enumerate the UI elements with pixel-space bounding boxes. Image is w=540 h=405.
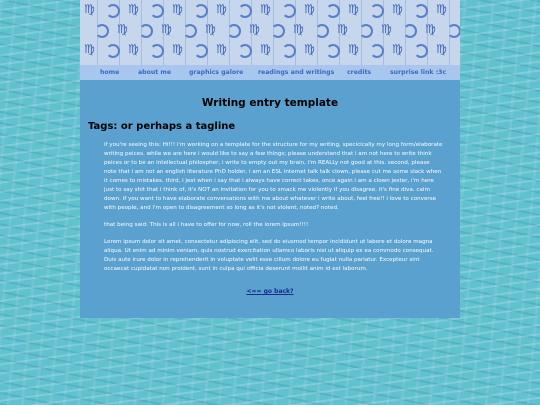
- virgo-icon: ♍: [392, 2, 403, 16]
- header-banner: [80, 0, 460, 65]
- virgo-icon: ♍: [381, 22, 392, 36]
- swirl-icon: [150, 4, 164, 18]
- virgo-icon: ♍: [392, 42, 403, 56]
- nav-link-readings-and-writings[interactable]: readings and writings: [258, 69, 335, 76]
- virgo-icon: ♍: [348, 42, 359, 56]
- nav-bar: [80, 65, 460, 80]
- swirl-icon: [359, 24, 373, 38]
- virgo-icon: ♍: [260, 42, 271, 56]
- virgo-icon: ♍: [172, 42, 183, 56]
- swirl-icon: [447, 24, 460, 38]
- nav-link-credits[interactable]: credits: [347, 69, 372, 76]
- virgo-icon: ♍: [84, 42, 95, 56]
- virgo-icon: ♍: [436, 42, 447, 56]
- nav-link-about-me[interactable]: about me: [138, 69, 172, 76]
- swirl-icon: [227, 24, 241, 38]
- swirl-icon: [139, 24, 153, 38]
- swirl-icon: [238, 44, 252, 58]
- virgo-icon: ♍: [304, 42, 315, 56]
- page-tagline: Tags: or perhaps a tagline: [88, 121, 236, 132]
- virgo-icon: ♍: [216, 42, 227, 56]
- virgo-icon: ♍: [293, 22, 304, 36]
- swirl-icon: [95, 24, 109, 38]
- swirl-icon: [271, 24, 285, 38]
- page-container: [80, 0, 460, 318]
- virgo-icon: ♍: [425, 22, 436, 36]
- nav-link-home[interactable]: home: [100, 69, 120, 76]
- virgo-icon: ♍: [216, 2, 227, 16]
- nav-link-graphics-galore[interactable]: graphics galore: [189, 69, 244, 76]
- virgo-icon: ♍: [260, 2, 271, 16]
- virgo-icon: ♍: [436, 2, 447, 16]
- virgo-icon: ♍: [161, 22, 172, 36]
- virgo-icon: ♍: [128, 2, 139, 16]
- lorem-paragraph: Lorem ipsum dolor sit amet, consectetur adipiscing elit, sed do eiusmod tempor incididunt ut labore et dolore magna aliqua. Ut enim ad minim veniam, quis nostrud exercitation ullamco laboris nisi ut aliquip ex ea commodo consequat. Duis aute irure dolor in reprehenderit in voluptate velit esse cillum dolore eu fugiat nulla pariatur. Excepteur sint occaecat cupidatat non proident, sunt in culpa qui officia deserunt mollit anim id est laborum.: [104, 239, 434, 272]
- virgo-icon: ♍: [304, 2, 315, 16]
- swirl-icon: [194, 4, 208, 18]
- swirl-icon: [414, 4, 428, 18]
- swirl-icon: [106, 44, 120, 58]
- transition-paragraph: that being said: This is all i have to offer for now, roll the lorem ipsum!!!!: [104, 222, 309, 228]
- swirl-icon: [326, 4, 340, 18]
- virgo-icon: ♍: [128, 42, 139, 56]
- swirl-icon: [282, 4, 296, 18]
- swirl-icon: [183, 24, 197, 38]
- virgo-icon: ♍: [172, 2, 183, 16]
- virgo-icon: ♍: [205, 22, 216, 36]
- swirl-icon: [150, 44, 164, 58]
- swirl-icon: [403, 24, 417, 38]
- swirl-icon: [315, 24, 329, 38]
- swirl-icon: [238, 4, 252, 18]
- swirl-icon: [282, 44, 296, 58]
- swirl-icon: [106, 4, 120, 18]
- virgo-icon: ♍: [117, 22, 128, 36]
- virgo-icon: ♍: [84, 2, 95, 16]
- virgo-icon: ♍: [348, 2, 359, 16]
- swirl-icon: [370, 4, 384, 18]
- intro-paragraph: if you're seeing this: Hi!!! i'm working on a template for the structure for my writing, specicically my long form/elaborate writing peices. while we are here i would like to say a few things; please understand that i am not here to write think peices or to be an intellectual philospher, i write to empty out my brain, i'm REALLy not good at this. second, please note that i am not an english literature PhD holder, i am an ESL internet talk talk clown, please cut me some slack when it comes to mistakes. third, i jest when i say that i always have correct takes, once again i am a clown jester, i'm here just to say shit that i think of, it's NOT an invitation for you to smack me violently if you disagree. it's fine diva. calm down. if you want to have elaborate conversations with me about whatever i write about, feel free!! i love to converse with people, and i'm open to disagreement so long as it's not violent, noted? noted.: [104, 142, 443, 211]
- swirl-icon: [370, 44, 384, 58]
- swirl-icon: [414, 44, 428, 58]
- virgo-icon: ♍: [337, 22, 348, 36]
- go-back-link[interactable]: <== go back?: [246, 288, 294, 295]
- virgo-icon: ♍: [249, 22, 260, 36]
- main-content: [80, 96, 460, 295]
- swirl-icon: [194, 44, 208, 58]
- nav-link-surprise[interactable]: surprise link :3c: [390, 69, 447, 76]
- swirl-icon: [326, 44, 340, 58]
- page-title: Writing entry template: [201, 97, 339, 109]
